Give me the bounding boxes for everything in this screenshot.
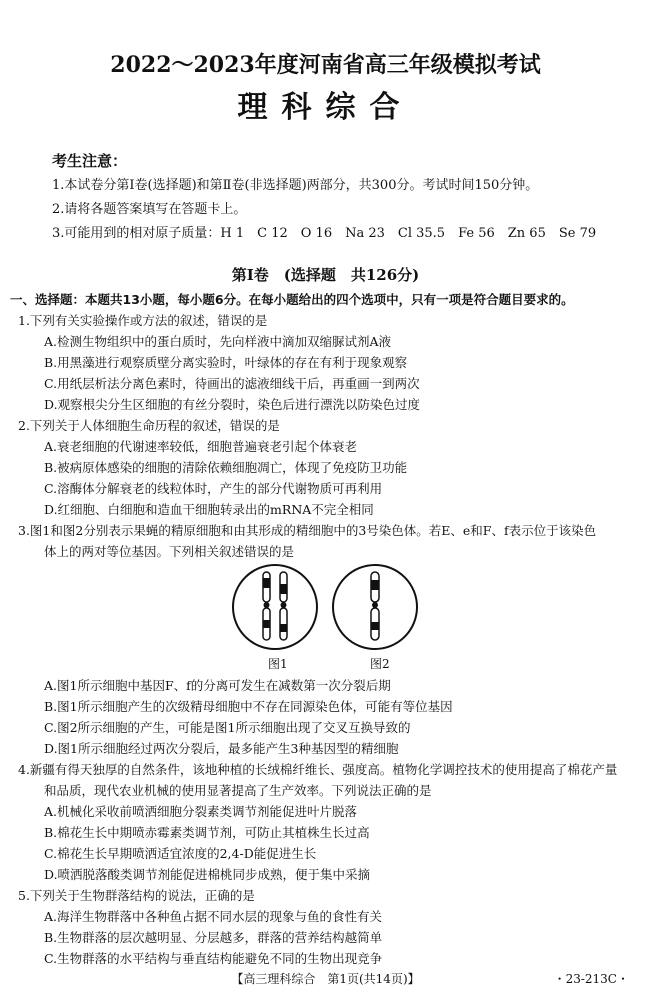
option: B.被病原体感染的细胞的清除依赖细胞凋亡，体现了免疫防卫功能 <box>44 460 408 475</box>
question-stem: 2.下列关于人体细胞生命历程的叙述，错误的是 <box>18 418 280 433</box>
option: D.观察根尖分生区细胞的有丝分裂时，染色后进行漂洗以防染色过度 <box>44 397 421 412</box>
option: B.棉花生长中期喷赤霉素类调节剂，可防止其植株生长过高 <box>44 825 370 840</box>
question-stem: 3.图1和图2分别表示果蝇的精原细胞和由其形成的精细胞中的3号染色体。若E、e和F、f表示位于该染色 <box>18 523 597 538</box>
figure-caption: 图2 <box>370 657 390 671</box>
option: A.图1所示细胞中基因F、f的分离可发生在减数第一次分裂后期 <box>44 678 391 693</box>
question-stem: 4.新疆有得天独厚的自然条件，该地种植的长绒棉纤维长、强度高。植物化学调控技术的使用提高了棉花产量 <box>18 762 618 777</box>
footer-code: ・23-213C・ <box>553 972 629 986</box>
chromosome-icon <box>280 572 287 640</box>
option: A.海洋生物群落中各种鱼占据不同水层的现象与鱼的食性有关 <box>44 909 383 924</box>
option: B.图1所示细胞产生的次级精母细胞中不存在同源染色体，可能有等位基因 <box>44 699 453 714</box>
option: A.衰老细胞的代谢速率较低，细胞普遍衰老引起个体衰老 <box>44 439 358 454</box>
chromosome-figure <box>230 562 430 652</box>
notice-item: 2.请将各题答案填写在答题卡上。 <box>52 202 247 217</box>
cell-figure-2 <box>333 565 417 649</box>
question-stem: 1.下列有关实验操作或方法的叙述，错误的是 <box>18 313 268 328</box>
option: C.图2所示细胞的产生，可能是图1所示细胞出现了交叉互换导致的 <box>44 720 411 735</box>
option: C.溶酶体分解衰老的线粒体时，产生的部分代谢物质可再利用 <box>44 481 383 496</box>
chromosome-icon <box>263 572 270 640</box>
chromosome-icon <box>371 572 379 640</box>
exam-title: 2022～2023年度河南省高三年级模拟考试 <box>110 52 541 78</box>
notice-heading: 考生注意： <box>52 152 128 170</box>
option: A.检测生物组织中的蛋白质时，先向样液中滴加双缩脲试剂A液 <box>44 334 392 349</box>
question-stem: 体上的两对等位基因。下列相关叙述错误的是 <box>44 544 295 559</box>
cell-figure-1 <box>233 565 317 649</box>
option: B.生物群落的层次越明显、分层越多，群落的营养结构越简单 <box>44 930 383 945</box>
option: C.棉花生长早期喷洒适宜浓度的2,4-D能促进生长 <box>44 846 317 861</box>
question-stem: 5.下列关于生物群落结构的说法，正确的是 <box>18 888 255 903</box>
exam-subject: 理科综合 <box>237 90 414 125</box>
part-instructions: 一、选择题：本题共13小题，每小题6分。在每小题给出的四个选项中，只有一项是符合题目要求的。 <box>10 292 574 307</box>
option: C.用纸层析法分离色素时，待画出的滤液细线干后，再重画一到两次 <box>44 376 420 391</box>
notice-item: 3.可能用到的相对原子质量：H 1 C 12 O 16 Na 23 Cl 35.5 Fe 56 Zn 65 Se 79 <box>52 226 597 241</box>
figure-caption: 图1 <box>268 657 288 671</box>
footer-page-info: 【高三理科综合 第1页(共14页)】 <box>231 972 420 986</box>
option: C.生物群落的水平结构与垂直结构能避免不同的生物出现竞争 <box>44 951 383 966</box>
option: A.机械化采收前喷洒细胞分裂素类调节剂能促进叶片脱落 <box>44 804 358 819</box>
option: D.红细胞、白细胞和造血干细胞转录出的mRNA不完全相同 <box>44 502 374 517</box>
option: D.喷洒脱落酸类调节剂能促进棉桃同步成熟，便于集中采摘 <box>44 867 371 882</box>
section-heading: 第Ⅰ卷 (选择题 共126分) <box>231 266 420 284</box>
question-stem: 和品质，现代农业机械的使用显著提高了生产效率。下列说法正确的是 <box>44 783 432 798</box>
notice-item: 1.本试卷分第Ⅰ卷(选择题)和第Ⅱ卷(非选择题)两部分，共300分。考试时间150分钟。 <box>52 178 539 193</box>
option: B.用黑藻进行观察质壁分离实验时，叶绿体的存在有利于现象观察 <box>44 355 408 370</box>
option: D.图1所示细胞经过两次分裂后，最多能产生3种基因型的精细胞 <box>44 741 399 756</box>
